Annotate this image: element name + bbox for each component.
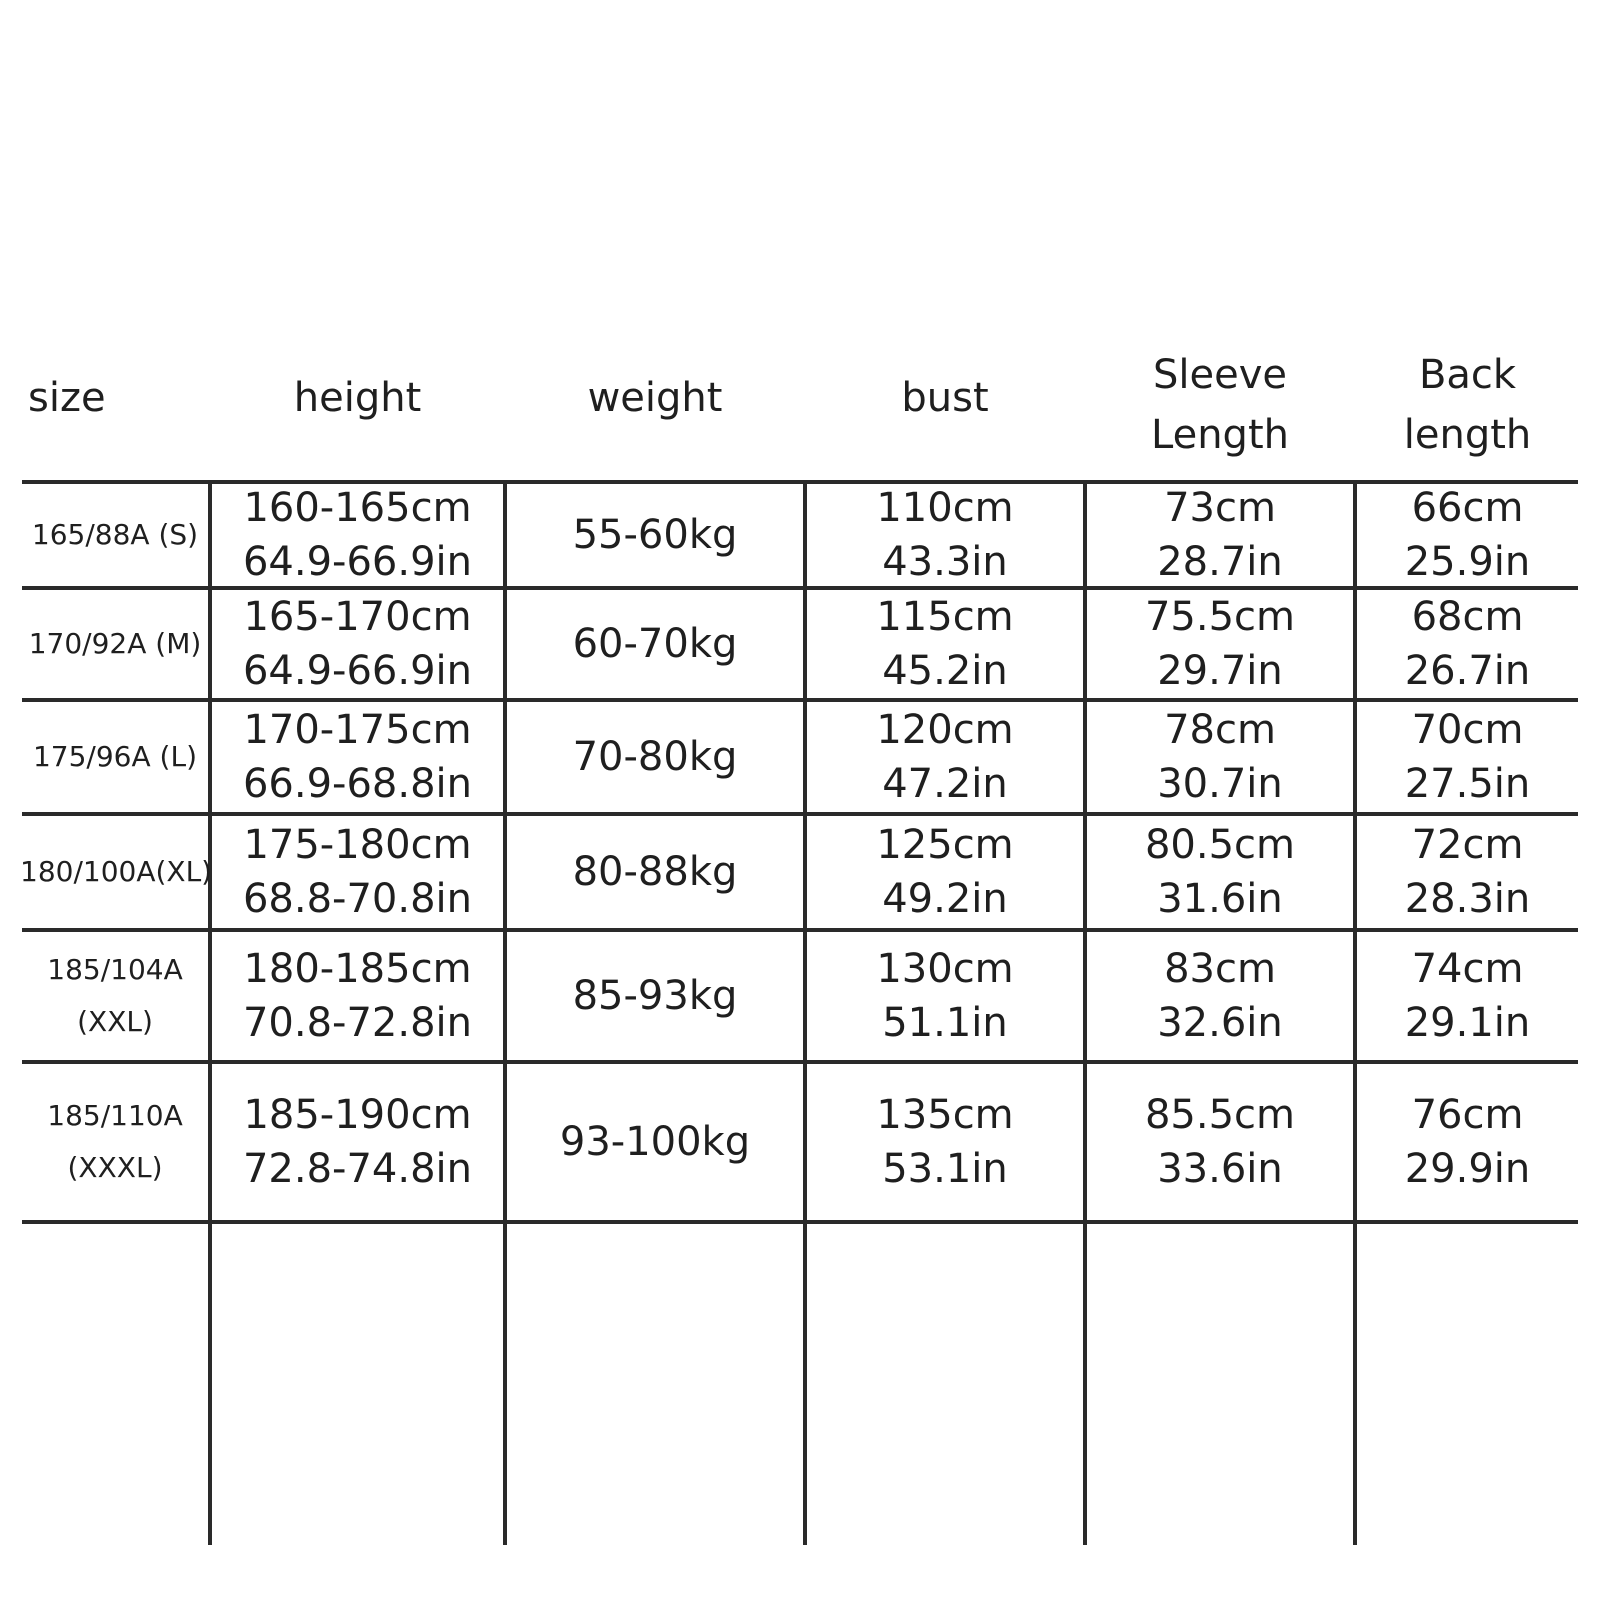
cell-back-line: 27.5in (1404, 761, 1531, 807)
header-sleeve: Sleeve Length (1151, 352, 1289, 458)
cell-sleeve-line: 30.7in (1157, 761, 1283, 807)
cell-bust-line: 135cm (876, 1092, 1014, 1138)
cell-weight (505, 814, 805, 930)
cell-height-line: 68.8-70.8in (242, 876, 473, 922)
cell-weight-value: 55-60kg (572, 512, 738, 558)
cell-sleeve-line: 85.5cm (1144, 1092, 1296, 1138)
cell-height-line: 64.9-66.9in (242, 539, 473, 585)
cell-height-line: 165-170cm (243, 594, 472, 640)
cell-size-value: 180/100A(XL) (20, 855, 213, 888)
cell-back-line: 70cm (1411, 707, 1524, 753)
cell-weight-value: 85-93kg (572, 973, 738, 1019)
cell-sleeve-line: 83cm (1164, 946, 1276, 992)
cell-bust-line: 45.2in (882, 648, 1008, 694)
cell-back-line: 68cm (1411, 594, 1524, 640)
cell-back-line: 74cm (1411, 946, 1524, 992)
cell-size-value: 170/92A (M) (28, 627, 202, 660)
cell-weight-value: 80-88kg (572, 849, 738, 895)
cell-sleeve-line: 33.6in (1157, 1146, 1283, 1192)
cell-back-line: 76cm (1411, 1092, 1524, 1138)
cell-height-line: 66.9-68.8in (242, 761, 473, 807)
cell-height-line: 185-190cm (243, 1092, 472, 1138)
cell-size (20, 930, 210, 1062)
cell-height (210, 814, 505, 930)
cell-bust-line: 47.2in (882, 761, 1008, 807)
cell-height-line: 180-185cm (243, 946, 472, 992)
cell-height (210, 700, 505, 814)
cell-sleeve (1085, 588, 1355, 700)
cell-sleeve (1085, 814, 1355, 930)
cell-weight (505, 930, 805, 1062)
cell-height (210, 1062, 505, 1222)
cell-size-line: (XXXL) (67, 1151, 163, 1184)
header-bust: bust (901, 375, 989, 421)
cell-sleeve-line: 73cm (1164, 485, 1276, 531)
cell-bust (805, 814, 1085, 930)
cell-bust-line: 53.1in (882, 1146, 1008, 1192)
cell-sleeve-line: 31.6in (1157, 876, 1283, 922)
cell-size-value: 165/88A (S) (31, 518, 199, 551)
cell-size-line: 185/110A (47, 1099, 183, 1132)
cell-bust (805, 700, 1085, 814)
cell-back (1355, 482, 1580, 588)
cell-back-line: 26.7in (1404, 648, 1531, 694)
cell-height (210, 930, 505, 1062)
cell-back (1355, 930, 1580, 1062)
cell-sleeve-line: 78cm (1164, 707, 1276, 753)
cell-bust-line: 120cm (876, 707, 1014, 753)
cell-back-line: 29.1in (1404, 1000, 1531, 1046)
cell-bust-line: 110cm (876, 485, 1014, 531)
cell-weight-value: 60-70kg (572, 621, 738, 667)
cell-weight (505, 700, 805, 814)
cell-bust (805, 930, 1085, 1062)
cell-sleeve-line: 75.5cm (1144, 594, 1296, 640)
cell-size (20, 588, 210, 700)
cell-back (1355, 700, 1580, 814)
cell-weight (505, 588, 805, 700)
cell-sleeve (1085, 1062, 1355, 1222)
header-size: size (28, 375, 106, 421)
cell-back-line: 66cm (1411, 485, 1524, 531)
cell-sleeve (1085, 700, 1355, 814)
cell-weight-value: 70-80kg (572, 734, 738, 780)
cell-size (20, 700, 210, 814)
cell-height (210, 482, 505, 588)
cell-sleeve-line: 80.5cm (1144, 822, 1296, 868)
cell-sleeve (1085, 930, 1355, 1062)
cell-back (1355, 814, 1580, 930)
cell-back-line: 72cm (1411, 822, 1524, 868)
cell-height (210, 588, 505, 700)
cell-height-line: 72.8-74.8in (242, 1146, 473, 1192)
header-back: Back length (1403, 352, 1532, 458)
cell-size-line: 185/104A (47, 953, 183, 986)
cell-bust-line: 115cm (876, 594, 1014, 640)
cell-back-line: 28.3in (1404, 876, 1531, 922)
cell-height-line: 70.8-72.8in (242, 1000, 473, 1046)
cell-height-line: 175-180cm (243, 822, 472, 868)
cell-back-line: 29.9in (1404, 1146, 1531, 1192)
cell-bust-line: 43.3in (882, 539, 1008, 585)
cell-height-line: 160-165cm (243, 485, 472, 531)
header-weight: weight (587, 375, 723, 421)
cell-bust (805, 1062, 1085, 1222)
cell-sleeve-line: 28.7in (1157, 539, 1283, 585)
cell-sleeve-line: 29.7in (1157, 648, 1283, 694)
cell-size-value: 175/96A (L) (32, 740, 197, 773)
cell-size (20, 1062, 210, 1222)
cell-sleeve (1085, 482, 1355, 588)
cell-size (20, 482, 210, 588)
cell-bust-line: 51.1in (882, 1000, 1008, 1046)
cell-size-line: (XXL) (77, 1005, 153, 1038)
cell-weight (505, 1062, 805, 1222)
cell-bust-line: 125cm (876, 822, 1014, 868)
cell-bust (805, 588, 1085, 700)
cell-bust (805, 482, 1085, 588)
cell-height-line: 64.9-66.9in (242, 648, 473, 694)
cell-weight (505, 482, 805, 588)
cell-back (1355, 1062, 1580, 1222)
cell-size (20, 814, 213, 930)
cell-weight-value: 93-100kg (559, 1119, 751, 1165)
cell-bust-line: 130cm (876, 946, 1014, 992)
cell-height-line: 170-175cm (243, 707, 472, 753)
cell-bust-line: 49.2in (882, 876, 1008, 922)
cell-back-line: 25.9in (1404, 539, 1531, 585)
header-height: height (293, 375, 422, 421)
cell-back (1355, 588, 1580, 700)
cell-sleeve-line: 32.6in (1157, 1000, 1283, 1046)
